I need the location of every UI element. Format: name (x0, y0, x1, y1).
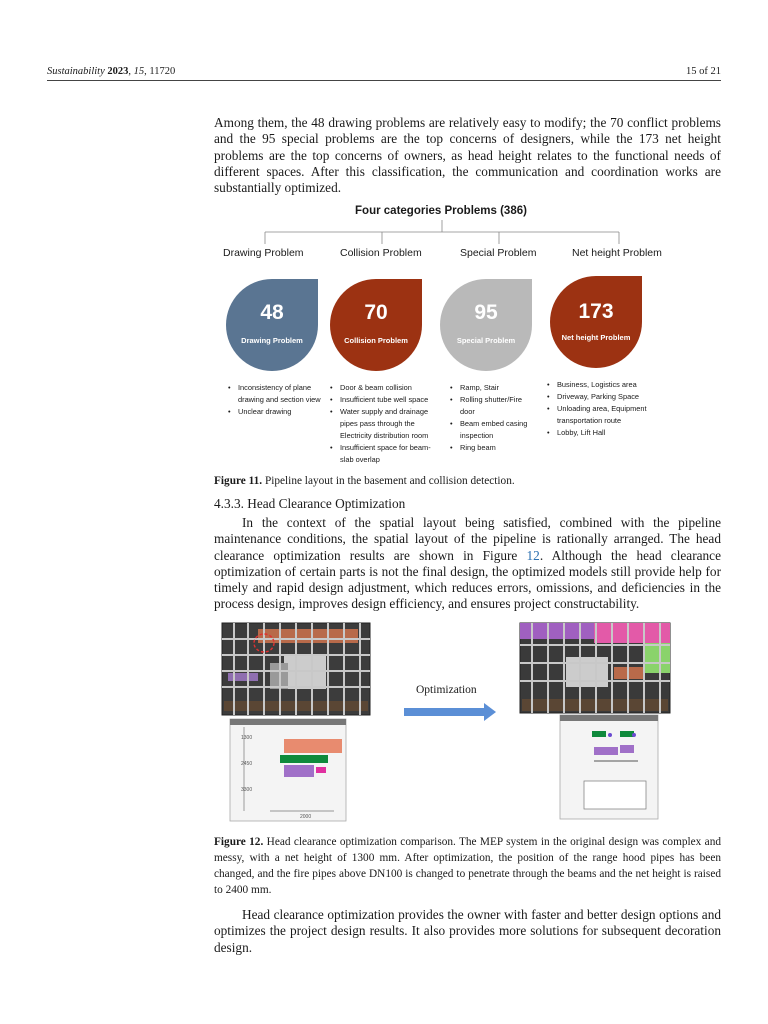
list-item: • Ramp, Stair (450, 382, 538, 394)
bullets-drawing (228, 382, 323, 418)
dimension-label: 3300 (241, 787, 253, 793)
drop-drawing (226, 279, 318, 371)
body-paragraph-1: Among them, the 48 drawing problems are relatively easy to modify; the 70 conflict problems and the 95 special problems are the top concerns of designers, while the 173 net height problems are the top concerns of owners, as head height relates to the functional needs of different spaces. After this classification, the communication and coordination works are substantially optimized. (214, 115, 721, 196)
list-item: • Insufficient tube well space (330, 394, 442, 406)
count-net-height: 173 (578, 300, 614, 323)
list-item: • Driveway, Parking Space (547, 391, 659, 403)
journal-name: Sustainability (47, 66, 105, 77)
list-item: • Ring beam (450, 442, 538, 454)
category-collision: Collision Problem (340, 247, 422, 259)
bullets-special (450, 382, 538, 454)
list-item: • Unloading area, Equipment transportation route (547, 403, 659, 427)
figure-12-label: Figure 12. (214, 836, 264, 848)
list-item: • Beam embed casing inspection (450, 418, 538, 442)
journal-year: 2023 (107, 66, 129, 77)
category-net-height: Net height Problem (572, 247, 662, 259)
count-collision: 70 (364, 301, 388, 324)
category-special: Special Problem (460, 247, 537, 259)
original-section-drawing (230, 719, 346, 821)
figure-11-caption (214, 473, 721, 489)
figure-12-caption (214, 834, 721, 898)
page-number: 15 of 21 (686, 66, 721, 77)
diagram-connector-lines (214, 218, 684, 248)
drop-net-height (550, 276, 642, 368)
journal-volume: 15 (133, 66, 145, 77)
figure-12-text: Head clearance optimization comparison. The MEP system in the original design was complex and messy, with a net height of 1300 mm. After optimization, the position of the range hood pipes has been changed, and the fire pipes above DN100 is changed to penetrate through the beams and the net height is raised to 2400 mm. (214, 836, 721, 896)
count-drawing: 48 (260, 301, 284, 324)
drop-label-net-height: Net height Problem (561, 333, 631, 342)
count-special: 95 (474, 301, 498, 324)
optimization-arrow (404, 703, 496, 721)
dimension-label: 1300 (241, 735, 253, 741)
figure-11-text: Pipeline layout in the basement and collision detection. (264, 475, 515, 487)
figure-11-label: Figure 11. (214, 475, 263, 487)
category-drawing: Drawing Problem (223, 247, 304, 259)
page-header (47, 66, 721, 81)
body-paragraph-3: Head clearance optimization provides the owner with faster and better design options and optimizes the project design results. It also provides more solutions for subsequent decoration design. (214, 907, 721, 955)
figure-12-image (214, 615, 706, 827)
drop-label-drawing: Drawing Problem (241, 336, 303, 345)
original-model-render (222, 623, 370, 715)
list-item: • Business, Logistics area (547, 379, 659, 391)
optimized-section-drawing (560, 715, 658, 819)
optimization-label: Optimization (416, 684, 477, 696)
list-item: • Water supply and drainage pipes pass through the Electricity distribution room (330, 406, 442, 442)
optimized-model-render (520, 623, 670, 713)
drop-special (440, 279, 532, 371)
section-heading: 4.3.3. Head Clearance Optimization (214, 496, 406, 511)
list-item: • Door & beam collision (330, 382, 442, 394)
article-number: 11720 (149, 66, 176, 77)
paragraph-2-after: . Although the head clearance optimization of certain parts is not the final design, the optimized models still provide help for timely and rapid design adjustment, which reduces errors, omissions, and deficiencies in the process design, improves design efficiency, and ensures project constructability. (214, 547, 721, 612)
body-paragraph-2 (214, 515, 721, 613)
figure-12-reference-link[interactable]: 12 (526, 547, 540, 563)
drop-label-special: Special Problem (456, 336, 516, 345)
paragraph-2-before: In the context of the spatial layout being satisfied, combined with the pipeline maintenance conditions, the spatial layout of the pipeline is rationally arranged. The head clearance optimization results are shown in Figure (214, 515, 721, 563)
list-item: • Unclear drawing (228, 406, 323, 418)
bullets-collision (330, 382, 442, 466)
dimension-label: 2000 (300, 814, 312, 820)
journal-citation: Sustainability 2023, 15, 11720 (47, 66, 176, 77)
dimension-label: 2450 (241, 761, 253, 767)
list-item: • Lobby, Lift Hall (547, 427, 659, 439)
list-item: • Insufficient space for beam-slab overlap (330, 442, 442, 466)
list-item: • Inconsistency of plane drawing and section view (228, 382, 323, 406)
diagram-title: Four categories Problems (386) (355, 205, 527, 217)
bullets-net-height (547, 379, 659, 439)
drop-collision (330, 279, 422, 371)
list-item: • Rolling shutter/Fire door (450, 394, 538, 418)
drop-label-collision: Collision Problem (344, 336, 408, 345)
